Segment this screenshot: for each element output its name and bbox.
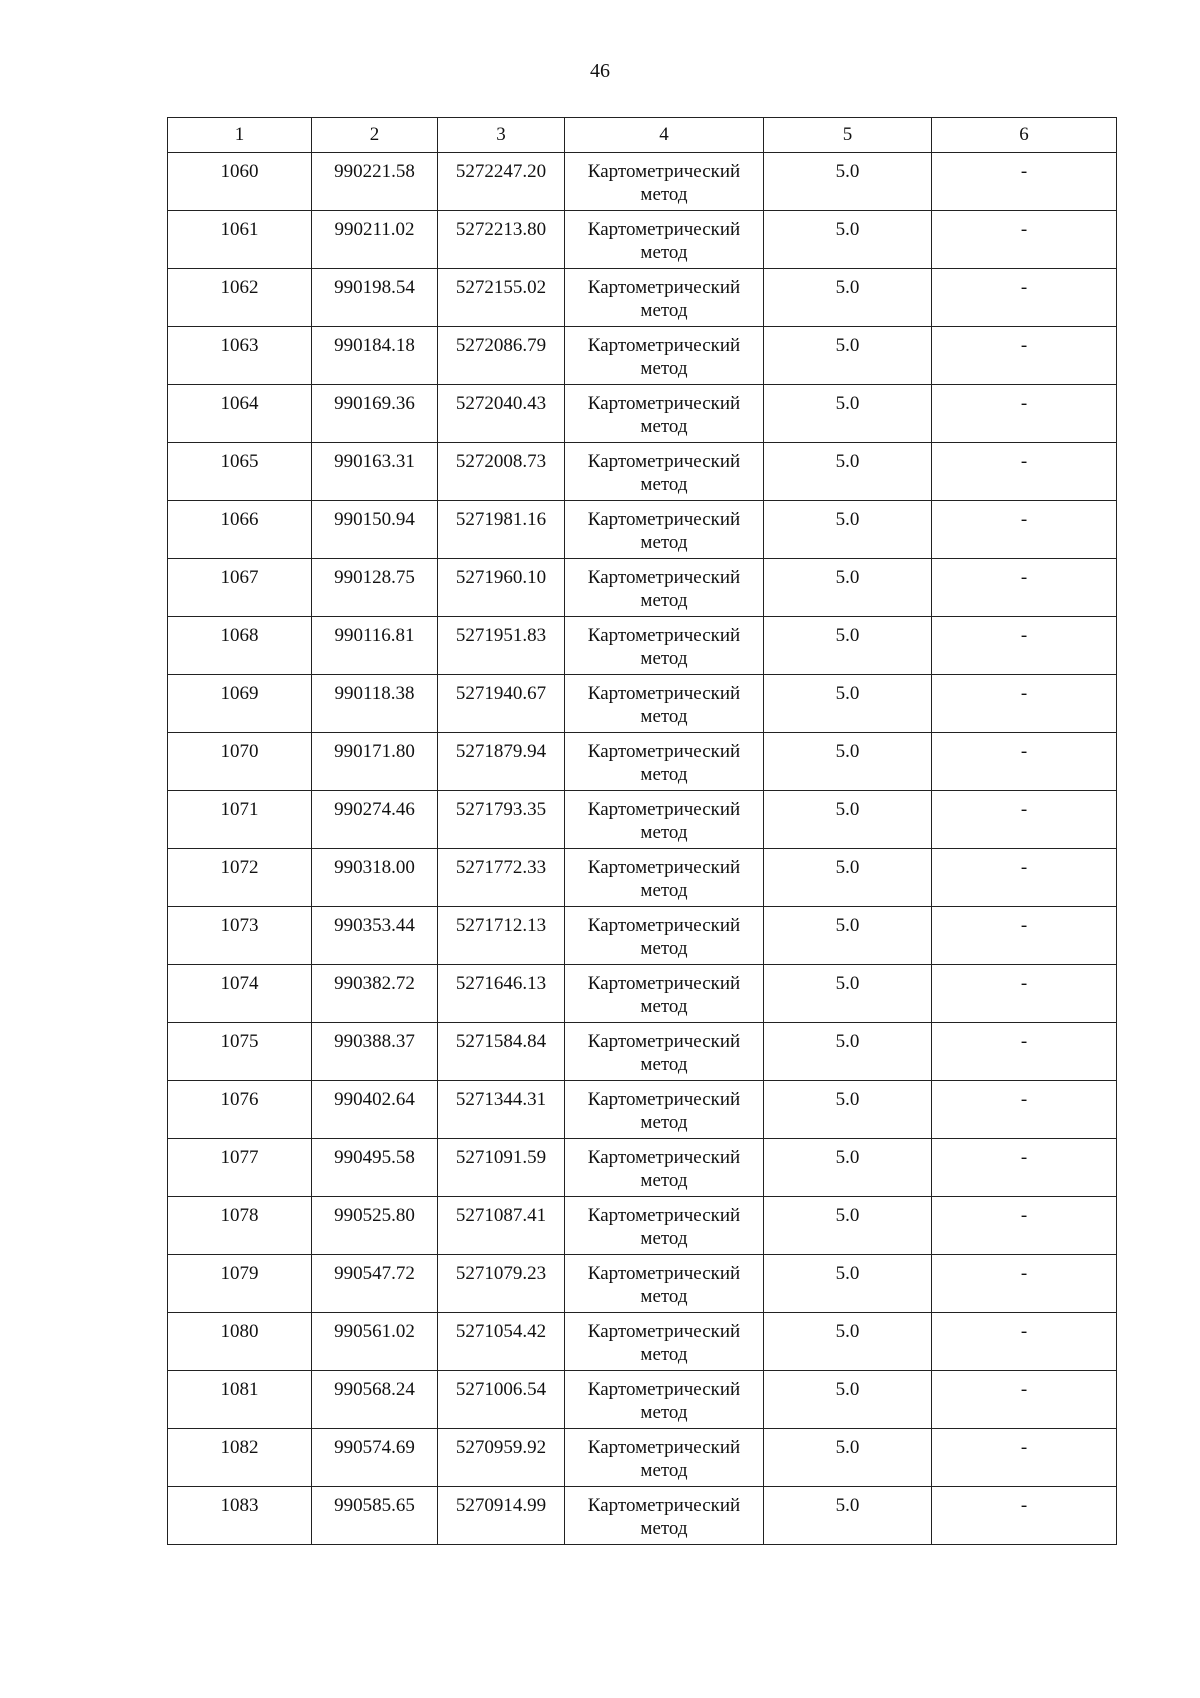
- accuracy-cell: 5.0: [764, 1081, 932, 1139]
- y-coordinate-cell: 5271054.42: [438, 1313, 565, 1371]
- accuracy-cell: 5.0: [764, 385, 932, 443]
- method-text: Картометрический метод: [587, 277, 741, 321]
- table-row: [168, 153, 1117, 211]
- method-text: Картометрический метод: [587, 451, 741, 495]
- header-col-5: 5: [764, 118, 932, 153]
- note-cell: -: [932, 1139, 1117, 1197]
- x-coordinate-cell: 990568.24: [312, 1371, 438, 1429]
- table-row: [168, 443, 1117, 501]
- x-coordinate-cell: 990128.75: [312, 559, 438, 617]
- x-coordinate-cell: 990184.18: [312, 327, 438, 385]
- y-coordinate-cell: 5271091.59: [438, 1139, 565, 1197]
- point-number-cell: 1072: [168, 849, 312, 907]
- note-cell: -: [932, 1429, 1117, 1487]
- point-number-cell: 1083: [168, 1487, 312, 1545]
- point-number-cell: 1067: [168, 559, 312, 617]
- y-coordinate-cell: 5272155.02: [438, 269, 565, 327]
- header-col-2: 2: [312, 118, 438, 153]
- accuracy-cell: 5.0: [764, 327, 932, 385]
- method-cell: [565, 385, 764, 443]
- x-coordinate-cell: 990116.81: [312, 617, 438, 675]
- point-number-cell: 1081: [168, 1371, 312, 1429]
- note-cell: -: [932, 1081, 1117, 1139]
- x-coordinate-cell: 990211.02: [312, 211, 438, 269]
- method-text: Картометрический метод: [587, 1031, 741, 1075]
- accuracy-cell: 5.0: [764, 1197, 932, 1255]
- note-cell: -: [932, 385, 1117, 443]
- method-cell: [565, 733, 764, 791]
- method-cell: [565, 559, 764, 617]
- point-number-cell: 1076: [168, 1081, 312, 1139]
- method-text: Картометрический метод: [587, 335, 741, 379]
- table-row: [168, 1081, 1117, 1139]
- accuracy-cell: 5.0: [764, 443, 932, 501]
- x-coordinate-cell: 990547.72: [312, 1255, 438, 1313]
- table-row: [168, 733, 1117, 791]
- x-coordinate-cell: 990171.80: [312, 733, 438, 791]
- note-cell: -: [932, 907, 1117, 965]
- table-row: [168, 1313, 1117, 1371]
- method-cell: [565, 1081, 764, 1139]
- table-row: [168, 1023, 1117, 1081]
- accuracy-cell: 5.0: [764, 153, 932, 211]
- y-coordinate-cell: 5271344.31: [438, 1081, 565, 1139]
- point-number-cell: 1062: [168, 269, 312, 327]
- table-row: [168, 211, 1117, 269]
- x-coordinate-cell: 990561.02: [312, 1313, 438, 1371]
- accuracy-cell: 5.0: [764, 559, 932, 617]
- method-text: Картометрический метод: [587, 799, 741, 843]
- x-coordinate-cell: 990525.80: [312, 1197, 438, 1255]
- point-number-cell: 1078: [168, 1197, 312, 1255]
- note-cell: -: [932, 501, 1117, 559]
- method-text: Картометрический метод: [587, 857, 741, 901]
- point-number-cell: 1074: [168, 965, 312, 1023]
- method-cell: [565, 907, 764, 965]
- note-cell: -: [932, 617, 1117, 675]
- x-coordinate-cell: 990402.64: [312, 1081, 438, 1139]
- y-coordinate-cell: 5271584.84: [438, 1023, 565, 1081]
- coordinates-table: [167, 117, 1117, 1545]
- table-row: [168, 1139, 1117, 1197]
- method-text: Картометрический метод: [587, 1147, 741, 1191]
- method-text: Картометрический метод: [587, 973, 741, 1017]
- method-cell: [565, 1139, 764, 1197]
- method-cell: [565, 675, 764, 733]
- note-cell: -: [932, 211, 1117, 269]
- method-cell: [565, 153, 764, 211]
- note-cell: -: [932, 1255, 1117, 1313]
- accuracy-cell: 5.0: [764, 1487, 932, 1545]
- header-col-3: 3: [438, 118, 565, 153]
- x-coordinate-cell: 990150.94: [312, 501, 438, 559]
- table-row: [168, 617, 1117, 675]
- header-col-4: 4: [565, 118, 764, 153]
- method-cell: [565, 1197, 764, 1255]
- x-coordinate-cell: 990353.44: [312, 907, 438, 965]
- method-text: Картометрический метод: [587, 1321, 741, 1365]
- accuracy-cell: 5.0: [764, 1313, 932, 1371]
- table-row: [168, 559, 1117, 617]
- accuracy-cell: 5.0: [764, 1429, 932, 1487]
- method-text: Картометрический метод: [587, 683, 741, 727]
- point-number-cell: 1064: [168, 385, 312, 443]
- point-number-cell: 1080: [168, 1313, 312, 1371]
- accuracy-cell: 5.0: [764, 1023, 932, 1081]
- y-coordinate-cell: 5272040.43: [438, 385, 565, 443]
- table-row: [168, 675, 1117, 733]
- y-coordinate-cell: 5271087.41: [438, 1197, 565, 1255]
- method-cell: [565, 327, 764, 385]
- page-number: 46: [590, 60, 610, 82]
- table-row: [168, 791, 1117, 849]
- y-coordinate-cell: 5271960.10: [438, 559, 565, 617]
- table-row: [168, 965, 1117, 1023]
- point-number-cell: 1065: [168, 443, 312, 501]
- x-coordinate-cell: 990388.37: [312, 1023, 438, 1081]
- x-coordinate-cell: 990585.65: [312, 1487, 438, 1545]
- table-row: [168, 1429, 1117, 1487]
- method-cell: [565, 211, 764, 269]
- table-row: [168, 907, 1117, 965]
- method-cell: [565, 1313, 764, 1371]
- y-coordinate-cell: 5271940.67: [438, 675, 565, 733]
- accuracy-cell: 5.0: [764, 733, 932, 791]
- point-number-cell: 1069: [168, 675, 312, 733]
- method-text: Картометрический метод: [587, 625, 741, 669]
- x-coordinate-cell: 990318.00: [312, 849, 438, 907]
- note-cell: -: [932, 1197, 1117, 1255]
- note-cell: -: [932, 1313, 1117, 1371]
- y-coordinate-cell: 5270959.92: [438, 1429, 565, 1487]
- table-row: [168, 849, 1117, 907]
- table-row: [168, 501, 1117, 559]
- table-row: [168, 1255, 1117, 1313]
- y-coordinate-cell: 5272086.79: [438, 327, 565, 385]
- method-text: Картометрический метод: [587, 393, 741, 437]
- accuracy-cell: 5.0: [764, 849, 932, 907]
- method-cell: [565, 617, 764, 675]
- x-coordinate-cell: 990495.58: [312, 1139, 438, 1197]
- y-coordinate-cell: 5271712.13: [438, 907, 565, 965]
- note-cell: -: [932, 675, 1117, 733]
- x-coordinate-cell: 990574.69: [312, 1429, 438, 1487]
- y-coordinate-cell: 5271646.13: [438, 965, 565, 1023]
- x-coordinate-cell: 990118.38: [312, 675, 438, 733]
- method-cell: [565, 1371, 764, 1429]
- table-row: [168, 269, 1117, 327]
- accuracy-cell: 5.0: [764, 791, 932, 849]
- point-number-cell: 1063: [168, 327, 312, 385]
- note-cell: -: [932, 791, 1117, 849]
- y-coordinate-cell: 5272213.80: [438, 211, 565, 269]
- y-coordinate-cell: 5271793.35: [438, 791, 565, 849]
- accuracy-cell: 5.0: [764, 617, 932, 675]
- x-coordinate-cell: 990169.36: [312, 385, 438, 443]
- table-row: [168, 327, 1117, 385]
- method-cell: [565, 269, 764, 327]
- method-text: Картометрический метод: [587, 915, 741, 959]
- method-text: Картометрический метод: [587, 509, 741, 553]
- method-text: Картометрический метод: [587, 1379, 741, 1423]
- accuracy-cell: 5.0: [764, 211, 932, 269]
- y-coordinate-cell: 5271006.54: [438, 1371, 565, 1429]
- note-cell: -: [932, 1371, 1117, 1429]
- y-coordinate-cell: 5271981.16: [438, 501, 565, 559]
- y-coordinate-cell: 5270914.99: [438, 1487, 565, 1545]
- note-cell: -: [932, 1023, 1117, 1081]
- y-coordinate-cell: 5271772.33: [438, 849, 565, 907]
- method-cell: [565, 501, 764, 559]
- accuracy-cell: 5.0: [764, 1255, 932, 1313]
- accuracy-cell: 5.0: [764, 965, 932, 1023]
- accuracy-cell: 5.0: [764, 907, 932, 965]
- point-number-cell: 1060: [168, 153, 312, 211]
- method-cell: [565, 1023, 764, 1081]
- method-text: Картометрический метод: [587, 567, 741, 611]
- note-cell: -: [932, 269, 1117, 327]
- y-coordinate-cell: 5272247.20: [438, 153, 565, 211]
- point-number-cell: 1079: [168, 1255, 312, 1313]
- note-cell: -: [932, 849, 1117, 907]
- method-cell: [565, 849, 764, 907]
- point-number-cell: 1075: [168, 1023, 312, 1081]
- table-row: [168, 385, 1117, 443]
- note-cell: -: [932, 733, 1117, 791]
- point-number-cell: 1066: [168, 501, 312, 559]
- note-cell: -: [932, 327, 1117, 385]
- note-cell: -: [932, 443, 1117, 501]
- method-text: Картометрический метод: [587, 1089, 741, 1133]
- point-number-cell: 1077: [168, 1139, 312, 1197]
- method-cell: [565, 1429, 764, 1487]
- x-coordinate-cell: 990274.46: [312, 791, 438, 849]
- x-coordinate-cell: 990221.58: [312, 153, 438, 211]
- method-cell: [565, 965, 764, 1023]
- point-number-cell: 1082: [168, 1429, 312, 1487]
- accuracy-cell: 5.0: [764, 675, 932, 733]
- method-text: Картометрический метод: [587, 1495, 741, 1539]
- table-header: [168, 118, 1117, 153]
- y-coordinate-cell: 5271879.94: [438, 733, 565, 791]
- point-number-cell: 1061: [168, 211, 312, 269]
- point-number-cell: 1073: [168, 907, 312, 965]
- accuracy-cell: 5.0: [764, 501, 932, 559]
- point-number-cell: 1068: [168, 617, 312, 675]
- x-coordinate-cell: 990163.31: [312, 443, 438, 501]
- y-coordinate-cell: 5271951.83: [438, 617, 565, 675]
- header-row: [168, 118, 1117, 153]
- x-coordinate-cell: 990198.54: [312, 269, 438, 327]
- table-row: [168, 1487, 1117, 1545]
- method-cell: [565, 791, 764, 849]
- method-text: Картометрический метод: [587, 741, 741, 785]
- method-cell: [565, 1487, 764, 1545]
- method-cell: [565, 443, 764, 501]
- y-coordinate-cell: 5271079.23: [438, 1255, 565, 1313]
- accuracy-cell: 5.0: [764, 269, 932, 327]
- method-text: Картометрический метод: [587, 161, 741, 205]
- y-coordinate-cell: 5272008.73: [438, 443, 565, 501]
- point-number-cell: 1070: [168, 733, 312, 791]
- accuracy-cell: 5.0: [764, 1371, 932, 1429]
- table-body: [168, 153, 1117, 1545]
- method-text: Картометрический метод: [587, 1263, 741, 1307]
- method-cell: [565, 1255, 764, 1313]
- method-text: Картометрический метод: [587, 1437, 741, 1481]
- point-number-cell: 1071: [168, 791, 312, 849]
- accuracy-cell: 5.0: [764, 1139, 932, 1197]
- x-coordinate-cell: 990382.72: [312, 965, 438, 1023]
- note-cell: -: [932, 1487, 1117, 1545]
- table-row: [168, 1371, 1117, 1429]
- method-text: Картометрический метод: [587, 1205, 741, 1249]
- note-cell: -: [932, 965, 1117, 1023]
- method-text: Картометрический метод: [587, 219, 741, 263]
- note-cell: -: [932, 153, 1117, 211]
- header-col-1: 1: [168, 118, 312, 153]
- header-col-6: 6: [932, 118, 1117, 153]
- table-row: [168, 1197, 1117, 1255]
- note-cell: -: [932, 559, 1117, 617]
